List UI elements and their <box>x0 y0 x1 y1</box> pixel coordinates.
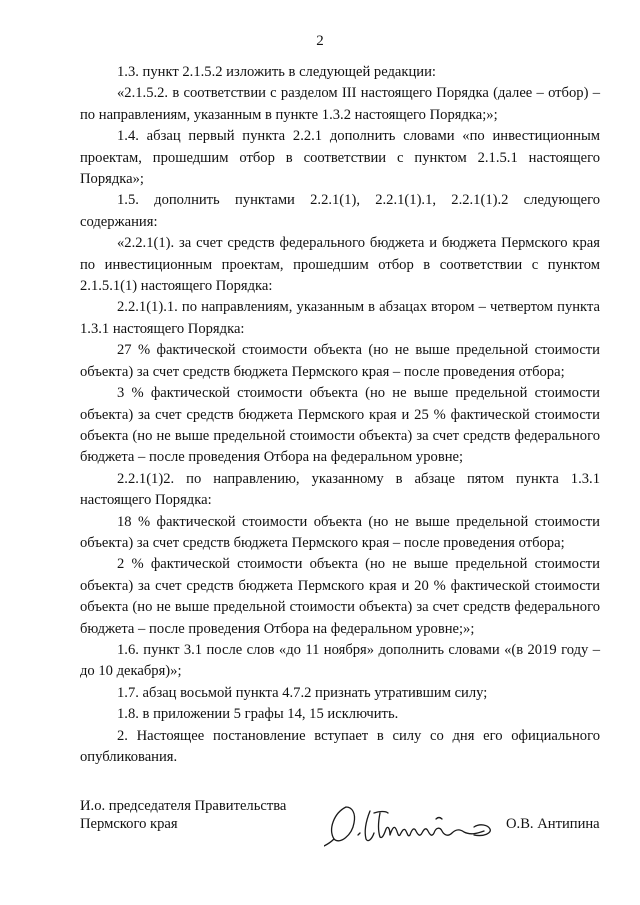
signatory-title <box>80 797 340 833</box>
paragraph-1-8: 1.8. в приложении 5 графы 14, 15 исключить. <box>117 706 399 723</box>
handwritten-signature <box>324 799 510 847</box>
signatory-title-line-1: И.о. председателя Правительства <box>80 798 287 814</box>
document-body <box>80 62 600 768</box>
paragraph-1-5: 1.5. дополнить пунктами 2.2.1(1), 2.2.1(1).1, 2.2.1(1).2 следующего содержания: <box>80 192 600 230</box>
paragraph-1-7: 1.7. абзац восьмой пункта 4.7.2 признать утратившим силу; <box>117 684 488 701</box>
paragraph-1-6: 1.6. пункт 3.1 после слов «до 11 ноября» дополнить словами «(в 2019 году – до 10 декабря)»; <box>80 641 600 680</box>
paragraph-2-percent: 2 % фактической стоимости объекта (но не выше предельной стоимости объекта) за счет средств бюджета Пермского края и 20 % фактической стоимости объекта (но не выше предельной стоимости объекта) за счет средств федерального бюджета – после проведения Отбора на федеральном уровне;»; <box>80 556 600 637</box>
paragraph-27-percent: 27 % фактической стоимости объекта (но не выше предельной стоимости объекта) за счет средств бюджета Пермского края – после проведения отбора; <box>80 342 600 380</box>
paragraph-quote-2-1-5-2: «2.1.5.2. в соответствии с разделом III настоящего Порядка (далее – отбор) – по направлениям, указанным в пункте 1.3.2 настоящего Порядка;»; <box>80 85 600 123</box>
signatory-title-line-2: Пермского края <box>80 816 178 832</box>
paragraph-1-3: 1.3. пункт 2.1.5.2 изложить в следующей редакции: <box>117 64 436 80</box>
paragraph-2-2-1-1-1: 2.2.1(1).1. по направлениям, указанным в абзацах втором – четвертом пункта 1.3.1 настоящего Порядка: <box>80 299 600 337</box>
signature-block <box>80 797 600 857</box>
paragraph-2-2-1-1-2: 2.2.1(1)2. по направлению, указанному в абзаце пятом пункта 1.3.1 настоящего Порядка: <box>80 470 600 509</box>
paragraph-1-4: 1.4. абзац первый пункта 2.2.1 дополнить словами «по инвестиционным проектам, прошедшим отбор в соответствии с пунктом 2.1.5.1 настоящего Порядка»; <box>80 128 600 188</box>
page-number: 2 <box>316 33 324 49</box>
paragraph-2: 2. Настоящее постановление вступает в силу со дня его официального опубликования. <box>80 727 600 765</box>
paragraph-3-percent: 3 % фактической стоимости объекта (но не выше предельной стоимости объекта) за счет средств бюджета Пермского края и 25 % фактической стоимости объекта (но не выше предельной стоимости объекта) за счет средств федерального бюджета – после проведения Отбора на федеральном уровне; <box>80 385 600 466</box>
paragraph-18-percent: 18 % фактической стоимости объекта (но не выше предельной стоимости объекта) за счет средств бюджета Пермского края – после проведения отбора; <box>80 513 600 551</box>
paragraph-quote-2-2-1-1: «2.2.1(1). за счет средств федерального бюджета и бюджета Пермского края по инвестиционным проектам, прошедшим отбор в соответствии с пунктом 2.1.5.1(1) настоящего Порядка: <box>80 235 600 295</box>
signatory-name: О.В. Антипина <box>506 816 600 832</box>
